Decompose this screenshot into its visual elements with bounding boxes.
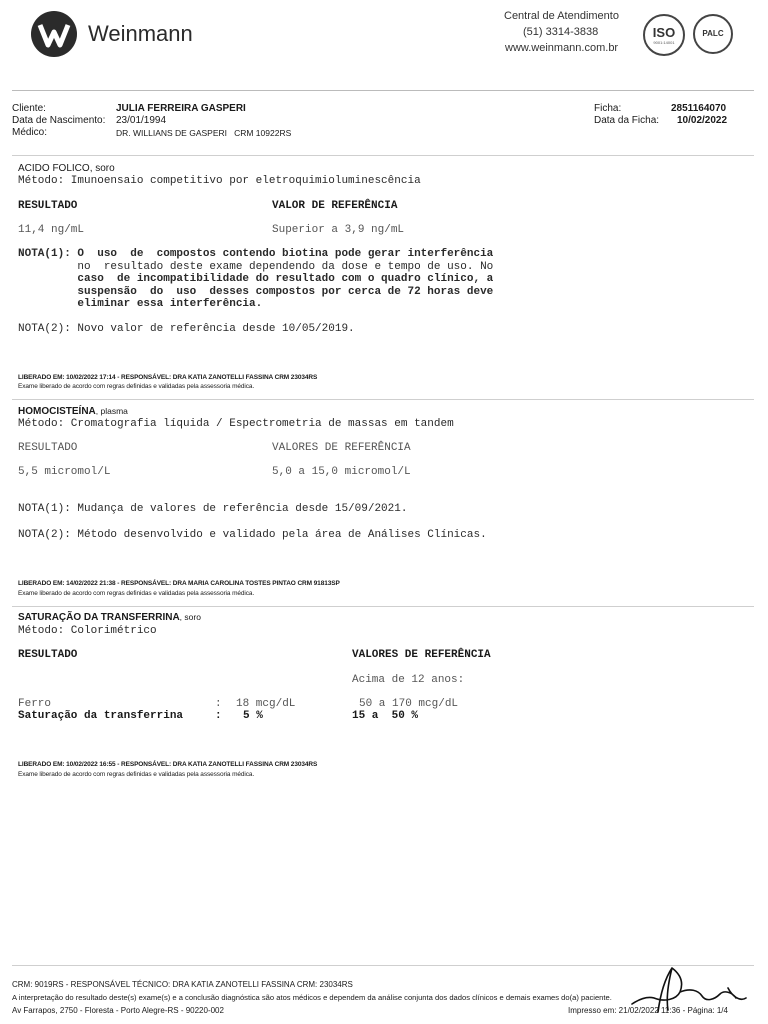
result-row-sep: : bbox=[215, 710, 222, 722]
medico-label: Médico: bbox=[12, 127, 48, 138]
nota1-line: caso de incompatibilidade do resultado com o quadro clínico, a bbox=[18, 273, 494, 285]
result-row-ref: 50 a 170 mcg/dL bbox=[359, 698, 459, 710]
exam-divider bbox=[12, 399, 754, 400]
data-ficha-value: 10/02/2022 bbox=[677, 115, 728, 126]
medico-value: DR. WILLIANS DE GASPERI CRM 10922RS bbox=[116, 128, 292, 138]
patient-divider bbox=[12, 155, 754, 156]
nota1-line: NOTA(1): O uso de compostos contendo biotina pode gerar interferência bbox=[18, 248, 494, 260]
result-value: 5,5 micromol/L bbox=[18, 466, 111, 478]
cliente-label: Cliente: bbox=[12, 103, 46, 114]
exam-specimen: , soro bbox=[179, 612, 201, 622]
released-note: Exame liberado de acordo com regras definidas e validadas pela assessoria médica. bbox=[18, 590, 255, 597]
cliente-value: JULIA FERREIRA GASPERI bbox=[116, 103, 246, 114]
released-line: LIBERADO EM: 14/02/2022 21:38 - RESPONSÁVEL: DRA MARIA CAROLINA TOSTES PINTAO CRM 91813SP bbox=[18, 580, 340, 587]
reference-value: 5,0 a 15,0 micromol/L bbox=[272, 466, 411, 478]
iso-seal bbox=[643, 14, 685, 56]
reference-header: VALORES DE REFERÊNCIA bbox=[352, 649, 491, 661]
result-header: RESULTADO bbox=[18, 200, 78, 212]
exam-title bbox=[18, 163, 115, 174]
exam-method: Método: Imunoensaio competitivo por eletroquimioluminescência bbox=[18, 175, 421, 187]
exam-specimen: , soro bbox=[89, 163, 115, 174]
result-header: RESULTADO bbox=[18, 442, 78, 454]
weinmann-logo-icon bbox=[30, 10, 78, 58]
nota1: NOTA(1): Mudança de valores de referência desde 15/09/2021. bbox=[18, 503, 408, 515]
reference-subheader: Acima de 12 anos: bbox=[352, 674, 465, 686]
printed-page: Impresso em: 21/02/2022 11:36 - Página: 1/4 bbox=[568, 1006, 728, 1015]
nota1-line: no resultado deste exame dependendo da dose e tempo de uso. No bbox=[18, 261, 494, 273]
ficha-value: 2851164070 bbox=[671, 103, 727, 114]
exam-name: ACIDO FOLICO bbox=[18, 163, 90, 174]
result-row-ref: 15 a 50 % bbox=[352, 710, 419, 722]
reference-value: Superior a 3,9 ng/mL bbox=[272, 224, 405, 236]
nota1-line: eliminar essa interferência. bbox=[18, 298, 263, 310]
nascimento-value: 23/01/1994 bbox=[116, 115, 167, 126]
exam-specimen: , plasma bbox=[95, 406, 128, 416]
header-divider bbox=[12, 90, 754, 91]
exam-method: Método: Colorimétrico bbox=[18, 625, 157, 637]
exam-name: HOMOCISTEÍNA bbox=[18, 406, 96, 417]
exam-divider bbox=[12, 606, 754, 607]
exam-title bbox=[18, 612, 201, 623]
result-row-sep: : bbox=[215, 698, 222, 710]
contact-title: Central de Atendimento bbox=[504, 10, 619, 22]
released-line: LIBERADO EM: 10/02/2022 17:14 - RESPONSÁVEL: DRA KATIA ZANOTELLI FASSINA CRM 23034RS bbox=[18, 374, 318, 381]
released-line: LIBERADO EM: 10/02/2022 16:55 - RESPONSÁVEL: DRA KATIA ZANOTELLI FASSINA CRM 23034RS bbox=[18, 761, 318, 768]
address: Av Farrapos, 2750 - Floresta - Porto Alegre-RS - 90220-002 bbox=[12, 1006, 224, 1015]
released-note: Exame liberado de acordo com regras definidas e validadas pela assessoria médica. bbox=[18, 771, 255, 778]
exam-name: SATURAÇÃO DA TRANSFERRINA bbox=[18, 612, 180, 623]
contact-site: www.weinmann.com.br bbox=[505, 42, 619, 54]
crm-line: CRM: 9019RS - RESPONSÁVEL TÉCNICO: DRA KATIA ZANOTELLI FASSINA CRM: 23034RS bbox=[12, 980, 353, 989]
signature-icon bbox=[628, 962, 758, 1018]
released-note: Exame liberado de acordo com regras definidas e validadas pela assessoria médica. bbox=[18, 383, 255, 390]
result-row-name: Ferro bbox=[18, 698, 52, 710]
nascimento-label: Data de Nascimento: bbox=[12, 115, 106, 126]
nota2: NOTA(2): Método desenvolvido e validado pela área de Análises Clínicas. bbox=[18, 529, 487, 541]
palc-seal bbox=[693, 14, 733, 54]
palc-seal-text: PALC bbox=[702, 29, 724, 38]
nota2: NOTA(2): Novo valor de referência desde 10/05/2019. bbox=[18, 323, 355, 335]
exam-title bbox=[18, 406, 128, 417]
contact-phone: (51) 3314-3838 bbox=[523, 26, 599, 38]
result-header: RESULTADO bbox=[18, 649, 78, 661]
iso-seal-text: ISO bbox=[652, 25, 676, 40]
disclaimer: A interpretação do resultado deste(s) exame(s) e a conclusão diagnóstica são atos médicos e dependem da análise conjunta dos dados clínicos e demais exames do(a) paciente. bbox=[12, 993, 612, 1002]
result-row-value: 5 % bbox=[243, 710, 263, 722]
result-row-value: 18 mcg/dL bbox=[236, 698, 296, 710]
result-row-name: Saturação da transferrina bbox=[18, 710, 184, 722]
nota1-line: suspensão do uso desses compostos por cerca de 72 horas deve bbox=[18, 286, 494, 298]
brand-name: Weinmann bbox=[88, 21, 193, 46]
iso-seal-sub: 9001:14001 bbox=[653, 40, 675, 45]
exam-method: Método: Cromatografia líquida / Espectrometria de massas em tandem bbox=[18, 418, 454, 430]
ficha-label: Ficha: bbox=[594, 103, 622, 114]
reference-header: VALOR DE REFERÊNCIA bbox=[272, 200, 398, 212]
data-ficha-label: Data da Ficha: bbox=[594, 115, 660, 126]
result-value: 11,4 ng/mL bbox=[18, 224, 85, 236]
reference-header: VALORES DE REFERÊNCIA bbox=[272, 442, 411, 454]
